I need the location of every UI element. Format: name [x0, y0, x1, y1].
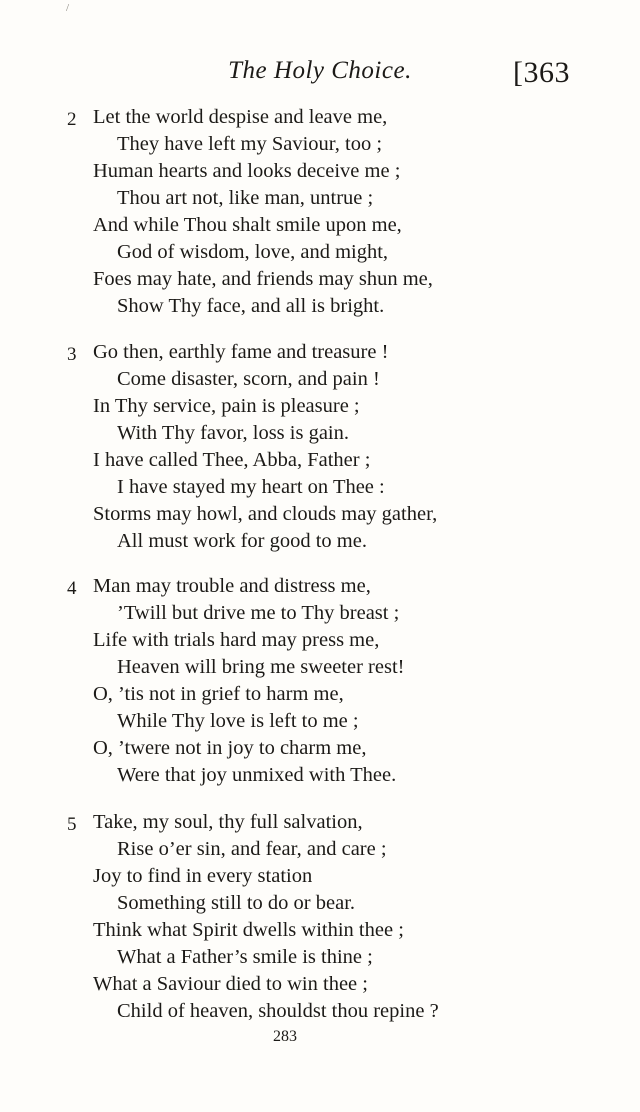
verse-line: I have called Thee, Abba, Father ; [93, 449, 371, 471]
verse-line: Go then, earthly fame and treasure ! [93, 341, 389, 363]
verse-line: While Thy love is left to me ; [117, 710, 359, 732]
verse-line: ’Twill but drive me to Thy breast ; [117, 602, 400, 624]
stanza-number: 4 [67, 578, 77, 599]
verse-line: Show Thy face, and all is bright. [117, 295, 385, 317]
stanza [0, 809, 640, 1025]
stanza [0, 104, 640, 320]
verse-line: Think what Spirit dwells within thee ; [93, 919, 404, 941]
stanza-number: 5 [67, 814, 77, 835]
verse-line: Take, my soul, thy full salvation, [93, 811, 363, 833]
verse-line: O, ’tis not in grief to harm me, [93, 683, 344, 705]
verse-line: God of wisdom, love, and might, [117, 241, 389, 263]
stanza-number: 3 [67, 344, 77, 365]
hymn-number: [363 [513, 56, 570, 89]
verse-line: They have left my Saviour, too ; [117, 133, 383, 155]
page-number: 283 [273, 1028, 297, 1045]
verse-line: Rise o’er sin, and fear, and care ; [117, 838, 387, 860]
verse-line: Foes may hate, and friends may shun me, [93, 268, 433, 290]
verse-line: Man may trouble and distress me, [93, 575, 371, 597]
verse-line: O, ’twere not in joy to charm me, [93, 737, 367, 759]
running-title: The Holy Choice. [228, 57, 412, 84]
stray-mark: / [66, 2, 70, 14]
verse-line: And while Thou shalt smile upon me, [93, 214, 402, 236]
stanza [0, 339, 640, 555]
verse-line: What a Saviour died to win thee ; [93, 973, 368, 995]
verse-line: With Thy favor, loss is gain. [117, 422, 349, 444]
verse-line: Child of heaven, shouldst thou repine ? [117, 1000, 439, 1022]
verse-line: Storms may howl, and clouds may gather, [93, 503, 438, 525]
verse-line: Life with trials hard may press me, [93, 629, 380, 651]
verse-line: In Thy service, pain is pleasure ; [93, 395, 360, 417]
stanza [0, 573, 640, 789]
verse-line: I have stayed my heart on Thee : [117, 476, 385, 498]
verse-line: All must work for good to me. [117, 530, 367, 552]
verse-line: What a Father’s smile is thine ; [117, 946, 373, 968]
verse-line: Let the world despise and leave me, [93, 106, 388, 128]
verse-line: Come disaster, scorn, and pain ! [117, 368, 380, 390]
verse-line: Joy to find in every station [93, 865, 313, 887]
verse-line: Something still to do or bear. [117, 892, 356, 914]
stanza-number: 2 [67, 109, 77, 130]
verse-line: Thou art not, like man, untrue ; [117, 187, 374, 209]
verse-line: Human hearts and looks deceive me ; [93, 160, 401, 182]
verse-line: Heaven will bring me sweeter rest! [117, 656, 405, 678]
verse-line: Were that joy unmixed with Thee. [117, 764, 397, 786]
